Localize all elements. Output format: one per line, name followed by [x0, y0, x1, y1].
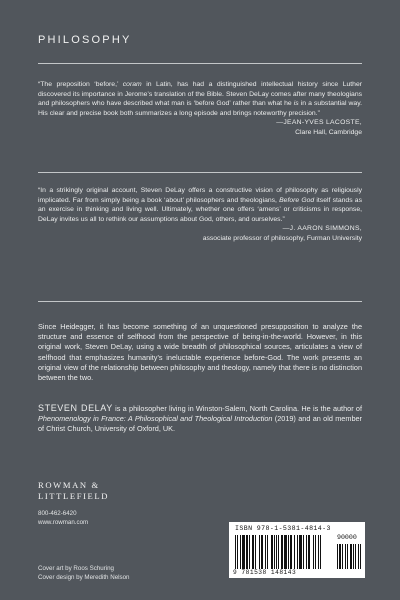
top-divider: [38, 63, 362, 64]
author-bio: STEVEN DELAY is a philosopher living in Winston-Salem, North Carolina. He is the author of Phenomenology in France: A Philosophical and Theological Introduction (2019) and an old member of Christ Church, University of Oxford, UK.: [38, 403, 363, 434]
barcode-bar: [237, 535, 238, 569]
barcode-bar: [274, 535, 275, 569]
barcode-bar: [339, 544, 341, 569]
barcode-bar: [355, 544, 356, 569]
attribution-name: —J. AARON SIMMONS,: [282, 225, 362, 233]
barcode: [229, 522, 365, 578]
publisher-logo: ROWMAN & LITTLEFIELD: [38, 480, 110, 501]
barcode-bar: [360, 544, 361, 569]
barcode-bar: [261, 535, 263, 569]
barcode-bar: [345, 544, 346, 569]
barcode-bar: [294, 535, 295, 569]
isbn-text: ISBN 978-1-5381-4814-3: [235, 525, 331, 532]
barcode-bar: [265, 535, 266, 569]
attribution-affiliation: Clare Hall, Cambridge: [295, 128, 362, 136]
barcode-bar: [235, 535, 236, 569]
barcode-bar: [342, 544, 343, 569]
barcode-bar: [288, 535, 289, 569]
barcode-bar: [242, 535, 245, 569]
barcode-bar: [306, 535, 307, 569]
blurb-simmons: [38, 186, 362, 244]
barcode-bar: [337, 544, 338, 569]
attribution-name: —JEAN-YVES LACOSTE,: [276, 119, 362, 127]
blurb-quote: “In a strikingly original account, Steven DeLay offers a constructive vision of philosophy as religiously implicated. Far from simply being a book ‘about’ philosophers and theologians, Before God itself stands as an exercise in thinking and living well. Ultimately, whether one offers ‘amens’ or criticisms in response, DeLay invites us all to rethink our assumptions about God, others, and ourselves.”: [38, 187, 362, 223]
barcode-bar: [259, 535, 260, 569]
book-description: Since Heidegger, it has become something of an unquestioned presupposition to analyze the structure and essence of selfhood from the perspective of being-in-the-world. However, in this original work, Steven DeLay, using a wide breadth of philosophical sources, articulates a view of selfhood that emphasizes humanity’s ineluctable experience before-God. The work presents an original view of the relationship between philosophy and theology, namely that there is no distinction between the two.: [38, 322, 362, 383]
barcode-bar: [267, 535, 268, 569]
barcode-bar: [278, 535, 279, 569]
publisher-contact: [38, 509, 88, 527]
blurb-lacoste: [38, 80, 362, 138]
barcode-bar: [308, 535, 310, 569]
barcode-bar: [318, 535, 319, 569]
barcode-bar: [297, 535, 298, 569]
lower-divider: [38, 301, 362, 302]
barcode-bar: [350, 544, 352, 569]
barcode-bar: [303, 535, 304, 569]
barcode-bar: [358, 544, 359, 569]
barcode-bar: [347, 544, 348, 569]
barcode-bar: [284, 535, 287, 569]
attribution-affiliation: associate professor of philosophy, Furman University: [202, 234, 362, 242]
barcode-bar: [313, 535, 314, 569]
cover-credits: [38, 564, 129, 582]
barcode-digits: 9 781538 148143: [233, 569, 297, 576]
barcode-bars: [235, 535, 333, 569]
author-name: STEVEN DELAY: [38, 403, 113, 413]
publisher-website[interactable]: www.rowman.com: [38, 519, 89, 526]
barcode-bar: [252, 535, 254, 569]
barcode-bar: [246, 535, 248, 569]
barcode-bar: [240, 535, 241, 569]
barcode-bar: [249, 535, 250, 569]
barcode-bar: [315, 535, 316, 569]
book-title: Phenomenology in France: A Philosophical and Theological Introduction: [38, 414, 273, 424]
barcode-bar: [320, 535, 321, 569]
barcode-bar: [255, 535, 256, 569]
barcode-bar: [271, 535, 273, 569]
blurb-attribution: [38, 224, 362, 243]
barcode-bar: [290, 535, 292, 569]
cover-design-credit: Cover design by Meredith Nelson: [38, 574, 130, 581]
barcode-bar: [281, 535, 283, 569]
cover-art-credit: Cover art by Roos Schuring: [38, 565, 115, 572]
publisher-phone: 800-462-6420: [38, 510, 77, 517]
barcode-bar: [299, 535, 302, 569]
barcode-addon-number: 90000: [337, 534, 357, 541]
barcode-addon-bars: [337, 544, 361, 569]
barcode-bar: [353, 544, 354, 569]
blurb-quote: “The preposition ‘before,’ coram in Latin, has had a distinguished intellectual history since Luther discovered its importance in Jerome’s translation of the Bible. Steven DeLay comes after many theologians and philosophers who have described what man is ‘before God’ rather than what he is in a substantial way. His clear and precise book both summarizes a long episode and brings noteworthy precision.”: [38, 81, 362, 117]
middle-divider: [38, 172, 362, 173]
barcode-bar: [276, 535, 277, 569]
category-label: PHILOSOPHY: [38, 34, 132, 46]
blurb-attribution: [38, 118, 362, 137]
